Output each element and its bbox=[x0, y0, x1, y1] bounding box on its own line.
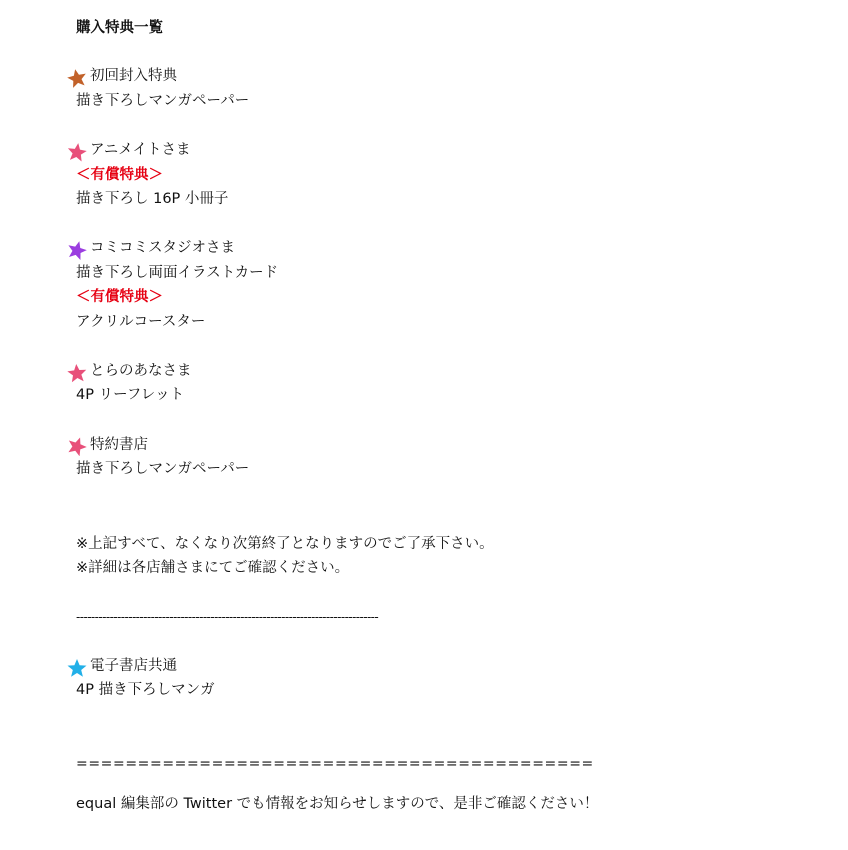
bonus-item: 描き下ろし 16P 小冊子 bbox=[76, 191, 229, 207]
store-name: 電子書店共通 bbox=[90, 658, 177, 674]
note-text: ※上記すべて、なくなり次第終了となりますのでご了承下さい。 bbox=[76, 536, 494, 552]
store-name: 初回封入特典 bbox=[90, 68, 177, 84]
equal-divider: ========================================== bbox=[76, 756, 594, 772]
star-icon bbox=[67, 436, 87, 456]
paid-bonus-label: ＜有償特典＞ bbox=[76, 289, 163, 305]
star-icon bbox=[67, 142, 87, 162]
bonus-item: 4P 描き下ろしマンガ bbox=[76, 682, 215, 698]
bonus-item: 描き下ろし両面イラストカード bbox=[76, 265, 279, 281]
star-icon bbox=[67, 363, 87, 383]
dash-divider: --------------------------------------------------------------------------------- bbox=[76, 610, 379, 624]
store-name: コミコミスタジオさま bbox=[90, 240, 235, 256]
paid-bonus-label: ＜有償特典＞ bbox=[76, 167, 163, 183]
store-name: アニメイトさま bbox=[90, 142, 191, 158]
star-icon bbox=[67, 68, 87, 88]
store-name: 特約書店 bbox=[90, 437, 148, 453]
bonus-item: 4P リーフレット bbox=[76, 387, 185, 403]
bonus-item: アクリルコースター bbox=[76, 314, 206, 330]
footer-note: equal 編集部の Twitter でも情報をお知らせしますので、是非ご確認ください！ bbox=[76, 796, 599, 812]
star-icon bbox=[67, 658, 87, 678]
store-name: とらのあなさま bbox=[90, 363, 192, 379]
bonus-item: 描き下ろしマンガペーパー bbox=[76, 461, 250, 477]
note-text: ※詳細は各店舗さまにてご確認ください。 bbox=[76, 560, 350, 576]
star-icon bbox=[67, 240, 87, 260]
page-title: 購入特典一覧 bbox=[76, 20, 163, 36]
bonus-item: 描き下ろしマンガペーパー bbox=[76, 93, 250, 109]
